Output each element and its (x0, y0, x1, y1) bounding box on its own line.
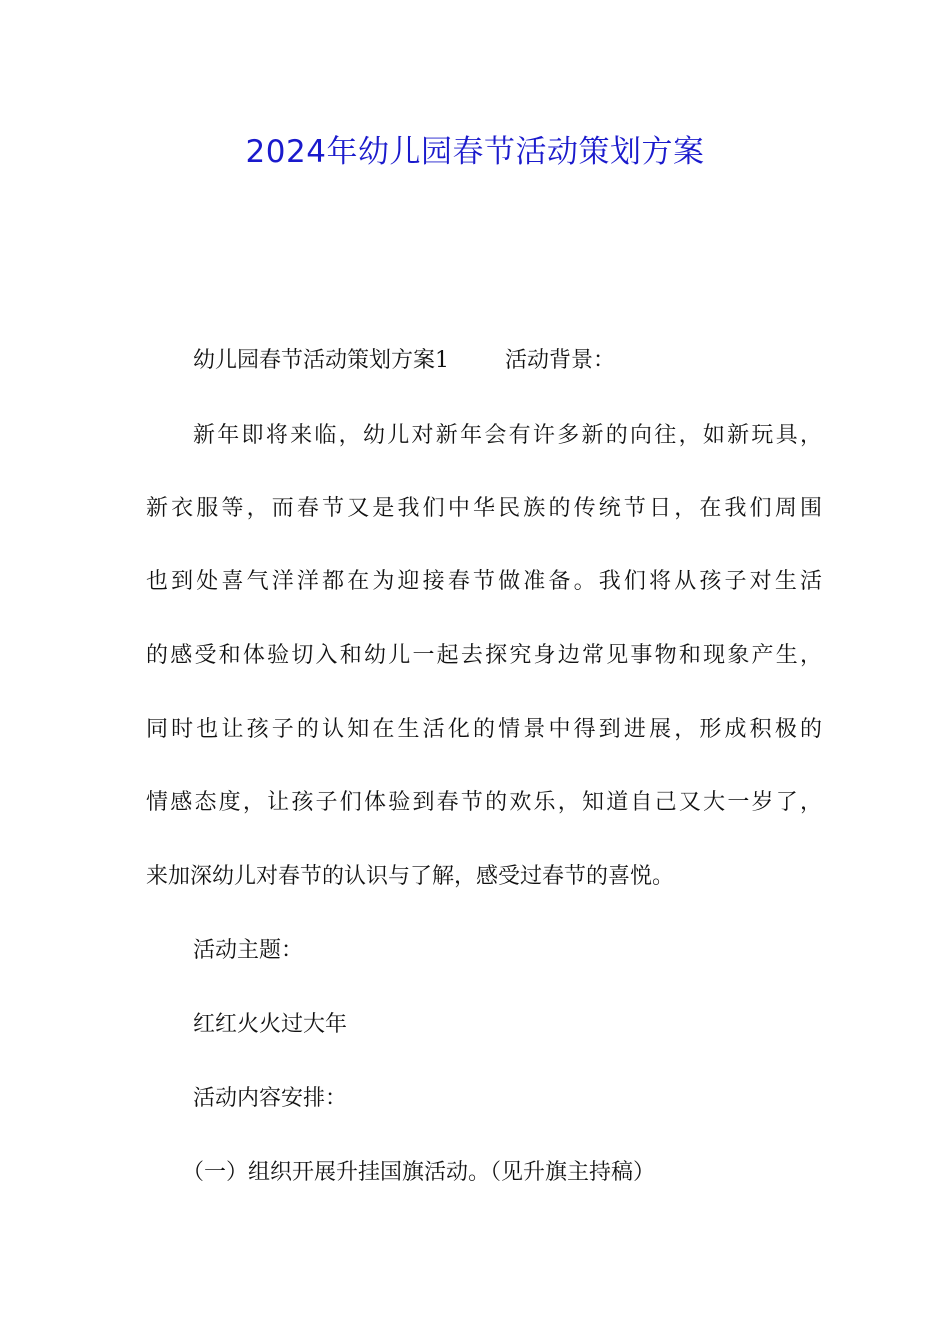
paragraph-line-5: 同时也让孩子的认知在生活化的情景中得到进展，形成积极的 (146, 717, 822, 742)
intro-line (193, 345, 615, 377)
theme-value: 红红火火过大年 (193, 1012, 348, 1037)
background-label: 活动背景： (505, 348, 616, 373)
paragraph-line-2: 新衣服等，而春节又是我们中华民族的传统节日，在我们周围 (146, 496, 822, 521)
content-item-1: （一）组织开展升挂国旗活动。（见升旗主持稿） (182, 1160, 656, 1185)
document-title: 2024年幼儿园春节活动策划方案 (245, 134, 705, 170)
paragraph-line-6: 情感态度，让孩子们体验到春节的欢乐，知道自己又大一岁了， (146, 790, 822, 815)
plan-heading: 幼儿园春节活动策划方案1 (193, 348, 449, 373)
content-label: 活动内容安排： (193, 1086, 348, 1111)
paragraph-line-7: 来加深幼儿对春节的认识与了解，感受过春节的喜悦。 (146, 864, 675, 889)
paragraph-line-3: 也到处喜气洋洋都在为迎接春节做准备。我们将从孩子对生活 (146, 569, 822, 594)
paragraph-line-1: 新年即将来临，幼儿对新年会有许多新的向往，如新玩具， (193, 423, 822, 448)
paragraph-line-4: 的感受和体验切入和幼儿一起去探究身边常见事物和现象产生， (146, 643, 822, 668)
theme-label: 活动主题： (193, 938, 304, 963)
